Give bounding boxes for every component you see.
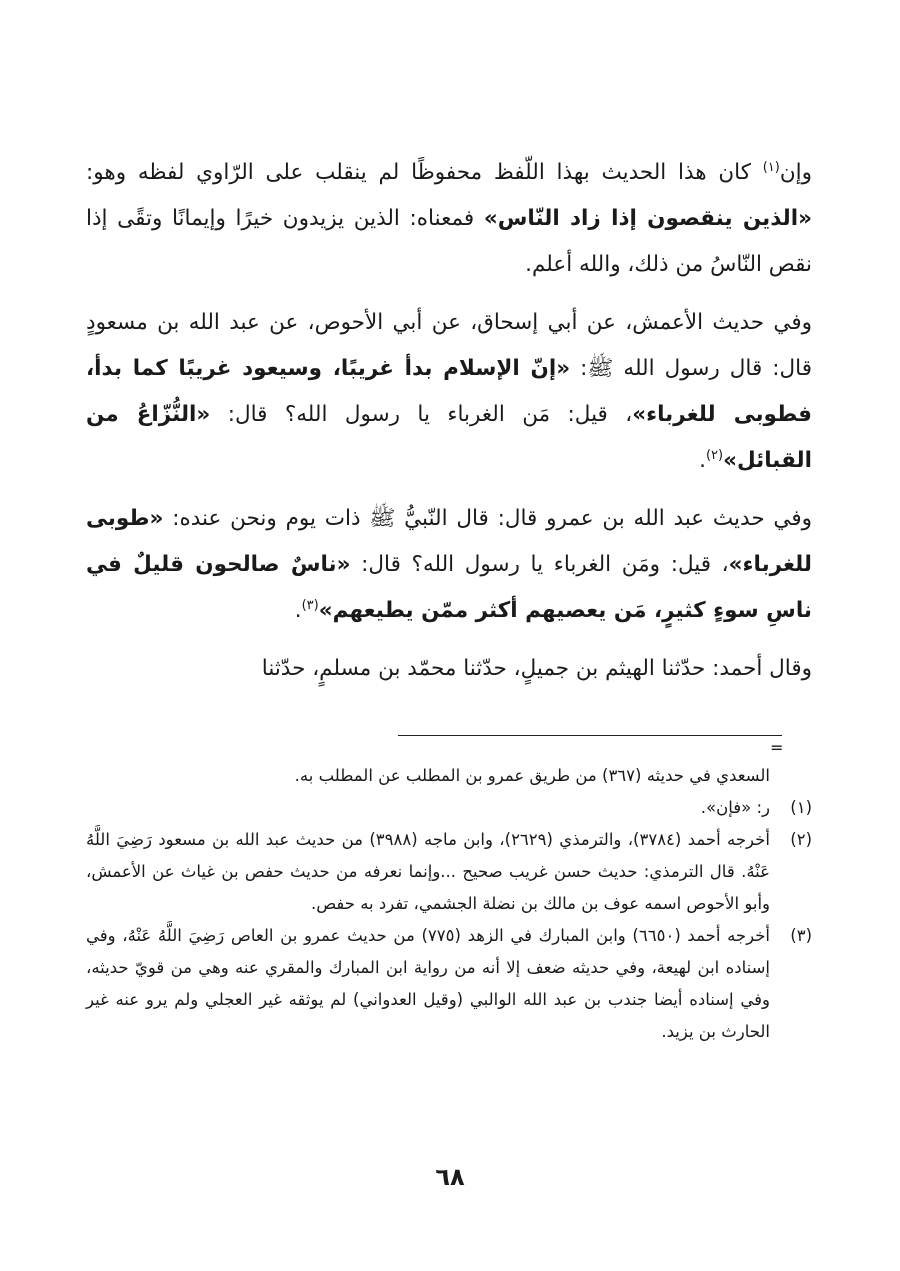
continuation-marker: = xyxy=(770,738,784,757)
text: وفي حديث عبد الله بن عمرو قال: قال النّبيُّ ﷺ ذات يوم ونحن عنده: xyxy=(163,506,812,531)
footnote-ref-3[interactable]: (٣) xyxy=(301,597,319,613)
paragraph-3 xyxy=(86,496,812,634)
main-text xyxy=(86,150,812,704)
footnote-3 xyxy=(86,920,812,1048)
text: ، قيل: ومَن الغرباء يا رسول الله؟ قال: xyxy=(350,552,729,577)
footnote-ref-1[interactable]: (١) xyxy=(762,159,780,175)
quote-bold: «النُّزّاعُ من القبائل» xyxy=(86,402,812,473)
footnote-separator xyxy=(398,735,782,736)
quote-bold: «ناسٌ صالحون قليلٌ في ناسِ سوءٍ كثيرٍ، مَن يعصيهم أكثر ممّن يطيعهم» xyxy=(86,552,812,623)
quote-bold: «الذين ينقصون إذا زاد النّاس» xyxy=(483,206,812,231)
text: . xyxy=(294,598,302,623)
footnote-1 xyxy=(86,792,812,824)
page-number: ٦٨ xyxy=(435,1163,465,1191)
text: كان هذا الحديث بهذا اللّفظ محفوظًا لم ينقلب على الرّاوي لفظه وهو: xyxy=(86,160,763,185)
quote-bold: «طوبى للغرباء» xyxy=(86,506,812,577)
footnote-continuation: السعدي في حديثه (٣٦٧) من طريق عمرو بن المطلب عن المطلب به. xyxy=(294,766,770,785)
footnotes xyxy=(86,760,812,1048)
text: وفي حديث الأعمش، عن أبي إسحاق، عن أبي الأحوص، عن عبد الله بن مسعودٍ قال: قال رسول الله ﷺ: xyxy=(86,310,813,381)
footnote-2 xyxy=(86,824,812,920)
paragraph-2 xyxy=(86,300,812,484)
footnote-text: ر: «فإن». xyxy=(700,798,770,817)
footnote-number: (٢) xyxy=(790,830,812,849)
quote-bold: «إنّ الإسلام بدأ غريبًا، وسيعود غريبًا كما بدأ، فطوبى للغرباء» xyxy=(86,356,813,427)
footnote-ref-2[interactable]: (٢) xyxy=(705,447,724,463)
footnote-text: أخرجه أحمد (٦٦٥٠) وابن المبارك في الزهد (٧٧٥) من حديث عمرو بن العاص رَضِيَ اللَّهُ عَنْهُ، وفي إسناده ابن لهيعة، وفي حديثه ضعف إلا أنه من رواية ابن المبارك والمقري عنه وهي من قويّ حديثه، وفي إسناده أيضا جندب بن عبد الله الوالبي (وقيل العدواني) لم يوثقه غير العجلي ولم يرو عنه غير الحارث بن يزيد. xyxy=(86,926,770,1041)
text: فمعناه: الذين يزيدون خيرًا وإيمانًا وتقًى إذا نقص النّاسُ من ذلك، والله أعلم. xyxy=(86,206,812,277)
paragraph-1 xyxy=(86,150,812,288)
text: وإن xyxy=(779,160,812,185)
footnote-number: (١) xyxy=(790,798,812,817)
footnote-text: أخرجه أحمد (٣٧٨٤)، والترمذي (٢٦٢٩)، وابن ماجه (٣٩٨٨) من حديث عبد الله بن مسعود رَضِيَ اللَّهُ عَنْهُ. قال الترمذي: حديث حسن غريب صحيح ...وإنما نعرفه من حديث حفص بن غياث عن الأعمش، وأبو الأحوص اسمه عوف بن مالك بن نضلة الجشمي، تفرد به حفص. xyxy=(86,830,770,913)
footnote-number: (٣) xyxy=(790,926,812,945)
text: ، قيل: مَن الغرباء يا رسول الله؟ قال: xyxy=(210,402,633,427)
text: . xyxy=(699,448,706,473)
paragraph-4: وقال أحمد: حدّثنا الهيثم بن جميلٍ، حدّثنا محمّد بن مسلمٍ، حدّثنا xyxy=(261,656,812,681)
